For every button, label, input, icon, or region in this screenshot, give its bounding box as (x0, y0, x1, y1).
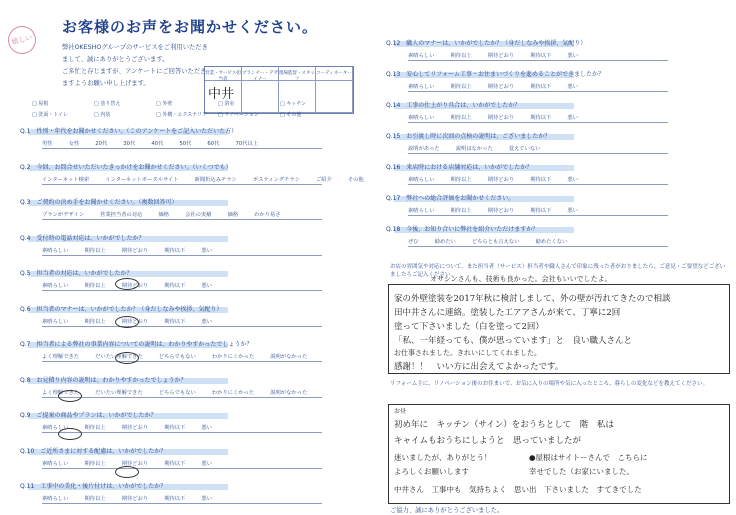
answer-option[interactable]: 期待以下 (530, 177, 552, 183)
answer-option[interactable]: わかりにくかった (211, 354, 255, 360)
category-list (32, 100, 342, 118)
divider (42, 361, 322, 362)
q17-label: Q.17 弊社への総合評価をお聞かせください。 (386, 195, 515, 202)
handwritten-line: キャイムもおうちにしようと 思っていましたが (394, 436, 582, 446)
answer-option[interactable]: どちらとも言えない (471, 239, 520, 245)
answer-option[interactable]: 悪い (201, 283, 213, 289)
answer-option[interactable]: 期待どおり (487, 84, 515, 90)
answer-circle (115, 466, 139, 478)
staff-header: 営業・サービス担当者 (205, 67, 242, 81)
answer-option[interactable]: 期待以上 (84, 283, 106, 289)
answer-option[interactable]: 説明がなかった (270, 389, 308, 396)
answer-option[interactable]: 期待以下 (164, 247, 186, 254)
answer-option[interactable]: 期待以上 (450, 53, 472, 59)
divider (42, 326, 322, 327)
q14-options (408, 113, 594, 121)
q8-options (42, 388, 323, 396)
q5-label: Q.5 担当者の対応は、いかがでしたか？ (20, 270, 133, 277)
answer-option[interactable]: 新聞折込みチラシ (194, 176, 237, 183)
handwritten-line: 中井さん 工事中も 気持ちよく 思い出 下さいました すてきでした (394, 485, 642, 494)
q13-options (408, 82, 594, 90)
answer-option[interactable]: 50代 (179, 141, 192, 147)
q13-label: Q.13 安心してリフォーム工事・お住まいづくりを進めることができましたか？ (386, 71, 604, 78)
answer-option[interactable]: 期待どおり (121, 283, 149, 289)
answer-option[interactable]: 期待以上 (84, 460, 106, 467)
answer-option[interactable]: 期待以上 (84, 318, 106, 325)
handwritten-name: 中井 (208, 87, 235, 102)
answer-option[interactable]: 期待どおり (487, 53, 515, 59)
answer-option[interactable]: 期待以下 (164, 318, 186, 325)
answer-option[interactable]: よく理解できた (42, 389, 80, 396)
q6-label: Q.6 担当者のマナーは、いかがでしたか？（身だしなみや挨拶、気配り） (20, 305, 223, 313)
q4-options (42, 246, 228, 254)
answer-option[interactable]: 悪い (201, 496, 213, 502)
intro-text (62, 42, 210, 90)
answer-option[interactable]: 期待どおり (121, 247, 149, 254)
answer-option[interactable]: インターネットポータルサイト (105, 176, 179, 183)
answer-option[interactable]: 素晴らしい (408, 115, 435, 121)
answer-option[interactable]: 期待以上 (84, 247, 106, 254)
answer-option[interactable]: 男性 (42, 141, 53, 147)
answer-option[interactable]: 価格 (227, 212, 239, 218)
q9-label: Q.9 ご提案の商品やプランは、いかがでしたか？ (20, 412, 157, 419)
q18-label: Q.18 今後、お知り合いに弊社を紹介いただけますか？ (386, 226, 539, 233)
answer-option[interactable]: 期待以上 (84, 496, 106, 502)
page-title: お客様のお声をお聞かせください。 (62, 18, 319, 36)
q11-options (42, 494, 228, 502)
divider (42, 184, 322, 185)
answer-option[interactable]: 悪い (567, 177, 579, 183)
q8-label: Q.8 お見積り内容の説明は、わかりやすかったでしょうか？ (20, 376, 187, 384)
answer-option[interactable]: 悪い (201, 247, 213, 254)
handwritten-line: 「私、一年経っても、僕が思っています」と 良い職人さんと (394, 336, 633, 346)
category-checkbox[interactable]: □ 塗り替え (94, 100, 156, 107)
answer-option[interactable]: 悪い (567, 208, 579, 214)
answer-circle (115, 316, 139, 328)
answer-option[interactable]: 期待以上 (450, 208, 472, 214)
answer-option[interactable]: 素晴らしい (42, 247, 69, 254)
answer-option[interactable]: 価格 (158, 212, 170, 218)
answer-option[interactable]: 素晴らしい (42, 318, 69, 325)
divider (42, 255, 322, 256)
q16-label: Q.16 来店時における店舗対応は、いかがでしたか？ (386, 164, 533, 171)
answer-option[interactable]: 70代以上 (235, 141, 259, 147)
handwritten-line: お昼 (394, 408, 407, 415)
answer-option[interactable]: 悪い (201, 425, 213, 431)
answer-option[interactable]: わかり易さ (254, 212, 281, 218)
divider (42, 432, 322, 433)
answer-option[interactable]: 素晴らしい (42, 460, 69, 467)
handwritten-line: 塗って下さいました（白を塗って2回） (394, 322, 544, 332)
comment-prompt: お店の雰囲気や対応について、また担当者（サービス）担当者や職人さんで印象に残った者がおりましたら、ご意見・ご要望などございましたらご記入ください。 (390, 264, 726, 278)
answer-option[interactable]: 悪い (201, 460, 213, 467)
divider (42, 468, 322, 469)
answer-option[interactable]: 素晴らしい (408, 177, 435, 183)
q3-label: Q.3 ご契約の決め手をお聞かせください。（複数回答可） (20, 199, 178, 206)
handwritten-line: 田中井さんに連絡。塗装した工アアさんが来て、丁寧に2回 (394, 308, 621, 318)
answer-option[interactable]: プランがデザイン (42, 212, 85, 218)
category-checkbox[interactable]: □ その他 (280, 111, 342, 118)
q1-label: Q.1 性別・年代をお聞かせください。（このアンケートをご記入いただいた方） (20, 128, 238, 135)
answer-option[interactable]: 期待どおり (121, 496, 149, 502)
category-checkbox[interactable]: □ 外構・エクステリア (156, 111, 218, 118)
handwritten-line: よろしくお願いします 幸せでした（お家にいました。 (394, 467, 634, 476)
answer-option[interactable]: 期待どおり (121, 460, 149, 467)
answer-option[interactable]: 女性 (68, 141, 80, 147)
answer-option[interactable]: ご紹介 (315, 176, 332, 183)
answer-circle (58, 390, 82, 402)
category-checkbox[interactable]: □ 内装 (94, 111, 156, 118)
answer-option[interactable]: 期待以下 (530, 84, 552, 90)
q2-label: Q.2 今回、お問合せいただいたきっかけをお聞かせください。（いくつでも） (20, 163, 232, 171)
answer-option[interactable]: 営業担当者の対応 (100, 212, 143, 218)
handwritten-line: お仕事されました。きれいにしてくれました。 (394, 349, 541, 357)
answer-option[interactable]: 覚えていない (508, 146, 541, 152)
answer-option[interactable]: 期待どおり (121, 425, 149, 431)
footer-thanks: ご協力、誠にありがとうございました。 (390, 507, 504, 514)
handwritten-line: オサシンさんも、技術も良かった。会社もいいでしたよ。 (430, 275, 612, 283)
answer-option[interactable]: 期待以下 (164, 425, 186, 431)
answer-option[interactable]: 説明があった (408, 146, 440, 152)
answer-option[interactable]: 悪い (567, 84, 579, 90)
divider (42, 148, 322, 149)
renovation-prompt: リフォーム主に、リノベーション後のお住まいで、お気に入りの場所や気に入ったところ、暮らしの変化などを教えてください。 (390, 381, 708, 387)
answer-option[interactable]: 期待以下 (530, 208, 552, 214)
answer-option[interactable]: 素晴らしい (42, 496, 69, 502)
q17-options (408, 206, 594, 214)
divider (42, 290, 322, 291)
divider (408, 153, 668, 154)
category-checkbox[interactable]: □ 外壁 (156, 100, 218, 107)
answer-option[interactable]: 悪い (567, 115, 579, 121)
answer-option[interactable]: 会社の実績 (185, 212, 212, 218)
answer-option[interactable]: 期待以上 (450, 84, 472, 90)
answer-option[interactable]: どちらでもない (158, 389, 196, 396)
divider (408, 122, 668, 123)
right-page (372, 0, 736, 515)
answer-option[interactable]: よく理解できた (42, 354, 80, 360)
answer-option[interactable]: 60代 (207, 141, 220, 147)
answer-option[interactable]: 30代 (123, 141, 136, 147)
answer-option[interactable]: 素晴らしい (42, 425, 69, 431)
answer-circle (58, 428, 82, 440)
handwritten-line: 初め年に キッチン（サイン）をおうちとして 階 私は (394, 420, 614, 430)
handwritten-line: 迷いましたが、ありがとう！ ●屋根はサイトーさんで こちらに (394, 453, 648, 462)
answer-option[interactable]: 期待以下 (164, 283, 186, 289)
answer-option[interactable]: その他 (347, 176, 364, 183)
divider (42, 503, 322, 504)
answer-option[interactable]: 期待どおり (487, 115, 515, 121)
q1-options (42, 139, 274, 147)
q12-options (408, 51, 594, 59)
answer-option[interactable]: 期待以上 (84, 425, 106, 431)
divider (42, 397, 322, 398)
q10-label: Q.10 ご近所さまに対する配慮は、いかがでしたか？ (20, 447, 167, 455)
category-checkbox[interactable]: □ キッチン (280, 100, 342, 107)
answer-option[interactable]: だいたい理解できた (95, 354, 143, 360)
answer-circle (115, 352, 139, 364)
category-checkbox[interactable]: □ 洗面・トイレ (32, 111, 94, 118)
answer-option[interactable]: 期待以下 (530, 115, 552, 121)
answer-option[interactable]: 期待以上 (450, 115, 472, 121)
divider (42, 219, 322, 220)
q2-options (42, 175, 380, 183)
divider (408, 91, 668, 92)
answer-option[interactable]: 素晴らしい (408, 84, 435, 90)
q10-options (42, 459, 228, 467)
answer-option[interactable]: 期待以下 (530, 53, 552, 59)
answer-option[interactable]: 悪い (201, 318, 213, 325)
answer-option[interactable]: 期待どおり (121, 318, 149, 325)
divider (408, 60, 668, 61)
q12-label: Q.12 職人のマナーは、いかがでしたか？（身だしなみや挨拶、気配り） (386, 40, 587, 47)
answer-circle (115, 278, 139, 290)
staff-header: 現場監督・スタッフ (279, 67, 316, 81)
answer-option[interactable]: 期待以下 (164, 496, 186, 502)
answer-option[interactable]: わかりにくかった (211, 389, 255, 396)
category-checkbox[interactable]: □ 浴室 (218, 100, 280, 107)
stamp: 嬉しい (5, 23, 39, 57)
answer-option[interactable]: 勧めたくない (535, 239, 568, 245)
q18-options (408, 237, 583, 245)
handwritten-line: 感謝！！ いい方に出会えてよかったです。 (394, 362, 564, 372)
answer-option[interactable]: 期待以上 (450, 177, 472, 183)
q16-options (408, 175, 594, 183)
divider (408, 184, 668, 185)
answer-option[interactable]: 素晴らしい (42, 283, 69, 289)
divider (408, 215, 668, 216)
q11-label: Q.11 工事中の美化・後片付けは、いかがでしたか？ (20, 483, 167, 490)
answer-option[interactable]: 40代 (151, 141, 164, 147)
handwritten-line: 家の外壁塗装を2017年秋に検討しまして、外の壁が汚れてきたので相談 (394, 294, 671, 304)
answer-option[interactable]: 悪い (567, 53, 579, 59)
answer-option[interactable]: 期待どおり (487, 208, 515, 214)
answer-option[interactable]: 期待どおり (487, 177, 515, 183)
answer-option[interactable]: 素晴らしい (408, 53, 435, 59)
answer-option[interactable]: インターネット検索 (42, 176, 90, 183)
answer-option[interactable]: 勧めたい (434, 239, 456, 245)
answer-option[interactable]: 20代 (95, 141, 108, 147)
divider (408, 246, 668, 247)
answer-option[interactable]: ぜひ (408, 239, 419, 245)
staff-header: コーディネーター (316, 67, 353, 81)
intro-line: ご多忙と存じますが、アンケートにご回答いただきますようお願い申し上げます。 (62, 68, 207, 87)
q4-label: Q.4 受付時の電話対応は、いかがでしたか？ (20, 234, 145, 242)
q7-options (42, 352, 323, 360)
q3-options (42, 210, 297, 218)
q7-label: Q.7 担当者による弊社の事業内容についての説明は、わかりやすかったでしょうか？ (20, 341, 253, 348)
category-checkbox[interactable]: □ 屋根 (32, 100, 94, 107)
staff-header: プランナー・デザイナー (242, 67, 279, 81)
answer-option[interactable]: だいたい理解できた (95, 389, 143, 396)
category-checkbox[interactable]: □ リノベーション (218, 111, 280, 118)
intro-line: 弊社OKESHOグループのサービスをご利用いただきまして、誠にありがとうございます。 (62, 44, 208, 63)
q15-label: Q.15 お引渡し時に次回の点検の説明は、ございましたか？ (386, 133, 551, 140)
answer-option[interactable]: 説明がなかった (270, 354, 308, 360)
answer-option[interactable]: どちらでもない (158, 354, 196, 360)
q15-options (408, 144, 557, 152)
answer-option[interactable]: ポスティングチラシ (252, 176, 300, 183)
answer-option[interactable]: 説明はなかった (455, 146, 493, 152)
answer-option[interactable]: 期待以下 (164, 460, 186, 467)
answer-option[interactable]: 素晴らしい (408, 208, 435, 214)
q14-label: Q.14 工事の仕上がり具合は、いかがでしたか？ (386, 102, 521, 109)
